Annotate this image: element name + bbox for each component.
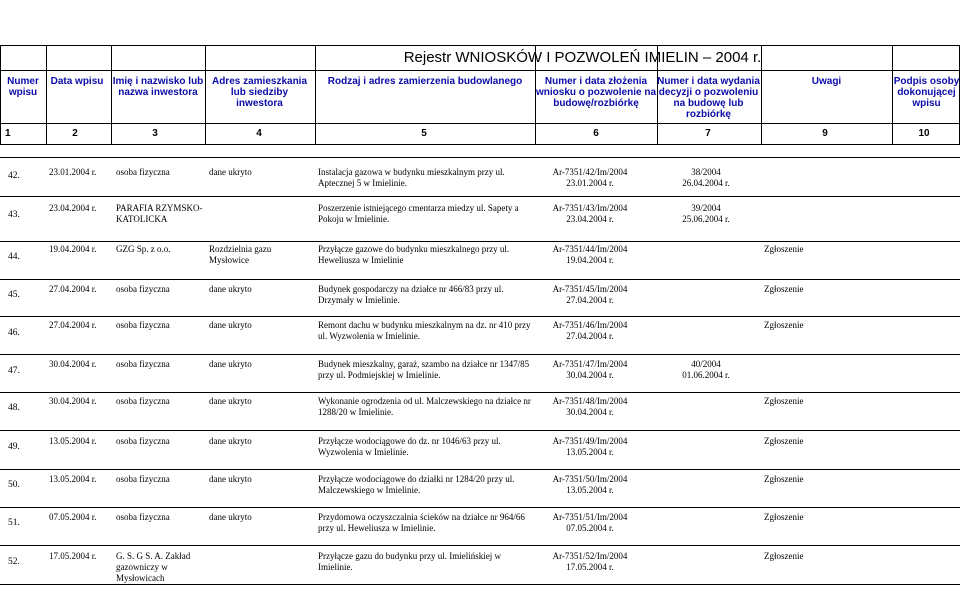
application-number: Ar-7351/44/Im/2004 (552, 244, 628, 254)
table-rule (0, 279, 960, 280)
project-description: Przydomowa oczyszczalnia ścieków na działce nr 964/66 przy ul. Heweliusza w Imielinie. (318, 512, 525, 533)
remarks: Zgłoszenie (764, 512, 804, 522)
table-rule (0, 469, 960, 470)
table-rule (0, 70, 960, 71)
col-header-entry-date: Data wpisu (50, 76, 104, 87)
col-header-investor-address: Adres zamieszkania lub siedziby inwestora (211, 76, 308, 109)
investor-name: osoba fizyczna (116, 436, 170, 446)
entry-number: 43. (8, 210, 20, 220)
application-date: 23.01.2004 r. (566, 178, 614, 188)
application-number: Ar-7351/52/Im/2004 (552, 551, 628, 561)
investor-name: osoba fizyczna (116, 359, 170, 369)
entry-date: 27.04.2004 r. (49, 284, 97, 294)
table-rule (0, 545, 960, 546)
investor-name: osoba fizyczna (116, 512, 170, 522)
investor-address: dane ukryto (209, 320, 252, 330)
application-date: 27.04.2004 r. (566, 295, 614, 305)
investor-address: dane ukryto (209, 436, 252, 446)
entry-number: 48. (8, 403, 20, 413)
decision-date: 25.06.2004 r. (682, 214, 730, 224)
investor-name: osoba fizyczna (116, 167, 170, 177)
table-rule (0, 430, 960, 431)
remarks: Zgłoszenie (764, 551, 804, 561)
decision-number: 38/2004 (691, 167, 721, 177)
table-rule (0, 123, 960, 124)
col-header-remarks: Uwagi (811, 76, 842, 87)
application-number: Ar-7351/51/Im/2004 (552, 512, 628, 522)
entry-date: 13.05.2004 r. (49, 436, 97, 446)
remarks: Zgłoszenie (764, 320, 804, 330)
application-date: 27.04.2004 r. (566, 331, 614, 341)
investor-name: G. S. G S. A. Zakład gazowniczy w Mysłowicach (116, 551, 191, 583)
application-number: Ar-7351/49/Im/2004 (552, 436, 628, 446)
entry-number: 45. (8, 290, 20, 300)
table-column-rule (46, 45, 47, 144)
investor-name: osoba fizyczna (116, 320, 170, 330)
entry-number: 49. (8, 442, 20, 452)
investor-name: PARAFIA RZYMSKO-KATOLICKA (116, 203, 203, 224)
project-description: Przyłącze wodociągowe do dz. nr 1046/63 przy ul. Wyzwolenia w Imielinie. (318, 436, 501, 457)
entry-date: 27.04.2004 r. (49, 320, 97, 330)
application-date: 17.05.2004 r. (566, 562, 614, 572)
entry-number: 50. (8, 480, 20, 490)
col-number: 2 (72, 128, 78, 139)
investor-address: dane ukryto (209, 284, 252, 294)
investor-name: osoba fizyczna (116, 474, 170, 484)
application-number: Ar-7351/50/Im/2004 (552, 474, 628, 484)
investor-address: dane ukryto (209, 396, 252, 406)
col-number: 6 (593, 128, 599, 139)
investor-name: osoba fizyczna (116, 284, 170, 294)
col-number: 9 (822, 128, 828, 139)
entry-number: 51. (8, 518, 20, 528)
project-description: Budynek gospodarczy na działce nr 466/83 przy ul. Drzymały w Imielinie. (318, 284, 504, 305)
project-description: Instalacja gazowa w budynku mieszkalnym przy ul. Aptecznej 5 w Imielinie. (318, 167, 505, 188)
application-number: Ar-7351/43/Im/2004 (552, 203, 628, 213)
entry-number: 42. (8, 171, 20, 181)
table-rule (0, 354, 960, 355)
investor-address: dane ukryto (209, 512, 252, 522)
project-description: Przyłącze gazu do budynku przy ul. Imielińskiej w Imielinie. (318, 551, 501, 572)
table-rule (0, 241, 960, 242)
col-number: 7 (705, 128, 711, 139)
remarks: Zgłoszenie (764, 396, 804, 406)
application-date: 07.05.2004 r. (566, 523, 614, 533)
col-header-decision: Numer i data wydania decyzji o pozwoleniu na budowę lub rozbiórkę (657, 76, 760, 120)
application-number: Ar-7351/46/Im/2004 (552, 320, 628, 330)
col-number: 10 (918, 128, 930, 139)
col-header-project: Rodzaj i adres zamierzenia budowlanego (327, 76, 523, 87)
investor-address: dane ukryto (209, 474, 252, 484)
page-title: Rejestr WNIOSKÓW I POZWOLEŃ IMIELIN – 2004 r. (403, 49, 762, 66)
entry-date: 30.04.2004 r. (49, 359, 97, 369)
application-date: 13.05.2004 r. (566, 447, 614, 457)
application-number: Ar-7351/48/Im/2004 (552, 396, 628, 406)
project-description: Budynek mieszkalny, garaż, szambo na działce nr 1347/85 przy ul. Podmiejskiej w Imielinie. (318, 359, 530, 380)
table-rule (0, 45, 960, 46)
remarks: Zgłoszenie (764, 244, 804, 254)
decision-date: 26.04.2004 r. (682, 178, 730, 188)
entry-date: 07.05.2004 r. (49, 512, 97, 522)
col-number: 5 (421, 128, 427, 139)
decision-number: 39/2004 (691, 203, 721, 213)
investor-address: Rozdzielnia gazu Mysłowice (209, 244, 272, 265)
investor-name: osoba fizyczna (116, 396, 170, 406)
remarks: Zgłoszenie (764, 284, 804, 294)
application-number: Ar-7351/45/Im/2004 (552, 284, 628, 294)
application-number: Ar-7351/47/Im/2004 (552, 359, 628, 369)
table-rule (0, 507, 960, 508)
project-description: Wykonanie ogrodzenia od ul. Malczewskiego na działce nr 1288/20 w Imielinie. (318, 396, 531, 417)
project-description: Przyłącze gazowe do budynku mieszkalnego przy ul. Heweliusza w Imielinie (318, 244, 510, 265)
application-date: 23.04.2004 r. (566, 214, 614, 224)
entry-date: 23.04.2004 r. (49, 203, 97, 213)
entry-date: 23.01.2004 r. (49, 167, 97, 177)
project-description: Remont dachu w budynku mieszkalnym na dz. nr 410 przy ul. Wyzwolenia w Imielinie. (318, 320, 531, 341)
table-rule (0, 316, 960, 317)
table-rule (0, 144, 960, 145)
entry-number: 47. (8, 366, 20, 376)
project-description: Poszerzenie istniejącego cmentarza miedzy ul. Sapety a Pokoju w Imielinie. (318, 203, 519, 224)
decision-date: 01.06.2004 r. (682, 370, 730, 380)
application-date: 30.04.2004 r. (566, 370, 614, 380)
table-rule (0, 392, 960, 393)
col-header-application: Numer i data złożenia wniosku o pozwolenie na budowę/rozbiórkę (536, 76, 657, 109)
entry-number: 46. (8, 328, 20, 338)
investor-name: GZG Sp. z o.o. (116, 244, 171, 254)
application-number: Ar-7351/42/Im/2004 (552, 167, 628, 177)
entry-date: 19.04.2004 r. (49, 244, 97, 254)
col-header-entry-number: Numer wpisu (7, 76, 39, 98)
project-description: Przyłącze wodociągowe do działki nr 1284/20 przy ul. Malczewskiego w Imielinie. (318, 474, 515, 495)
entry-date: 17.05.2004 r. (49, 551, 97, 561)
col-header-investor-name: Imię i nazwisko lub nazwa inwestora (112, 76, 204, 98)
investor-address: dane ukryto (209, 359, 252, 369)
col-number: 1 (5, 128, 11, 139)
application-date: 13.05.2004 r. (566, 485, 614, 495)
table-rule (0, 157, 960, 158)
investor-address: dane ukryto (209, 167, 252, 177)
decision-number: 40/2004 (691, 359, 721, 369)
col-number: 3 (152, 128, 158, 139)
entry-number: 52. (8, 557, 20, 567)
application-date: 30.04.2004 r. (566, 407, 614, 417)
entry-date: 30.04.2004 r. (49, 396, 97, 406)
table-rule (0, 196, 960, 197)
remarks: Zgłoszenie (764, 474, 804, 484)
entry-date: 13.05.2004 r. (49, 474, 97, 484)
entry-number: 44. (8, 252, 20, 262)
remarks: Zgłoszenie (764, 436, 804, 446)
col-header-signature: Podpis osoby dokonującej wpisu (893, 76, 960, 109)
table-rule (0, 584, 960, 585)
application-date: 19.04.2004 r. (566, 255, 614, 265)
col-number: 4 (256, 128, 262, 139)
